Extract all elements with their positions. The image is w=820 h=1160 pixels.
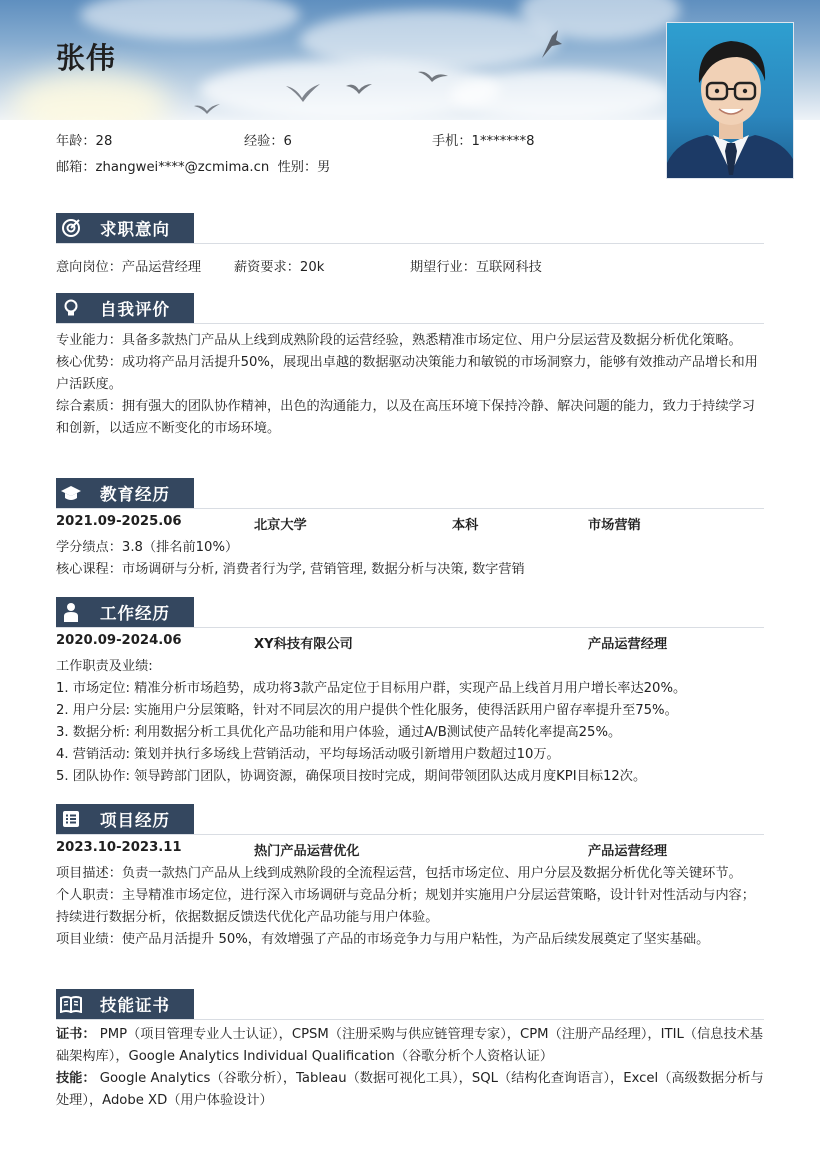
work-item: 4. 营销活动: 策划并执行多场线上营销活动，平均每场活动吸引新增用户数超过10万。 bbox=[56, 747, 560, 762]
project-item: 项目描述：负责一款热门产品从上线到成熟阶段的全流程运营，包括市场定位、用户分层及数据分析优化等关键环节。 bbox=[56, 866, 742, 881]
info-experience: 经验：6 bbox=[244, 134, 292, 149]
section-title: 教育经历 bbox=[100, 485, 170, 504]
work-item: 1. 市场定位: 精准分析市场趋势，成功将3款产品定位于目标用户群，实现产品上线首月用户增长率达20%。 bbox=[56, 681, 687, 696]
info-age: 年龄：28 bbox=[56, 134, 113, 149]
project-row bbox=[56, 840, 764, 862]
education-row bbox=[56, 514, 764, 536]
section-header-work bbox=[56, 597, 194, 627]
work-item: 2. 用户分层: 实施用户分层策略，针对不同层次的用户提供个性化服务，使得活跃用户留存率提升至75%。 bbox=[56, 703, 678, 718]
info-phone: 手机：1*******8 bbox=[432, 134, 535, 149]
self-eval-item: 专业能力：具备多款热门产品从上线到成熟阶段的运营经验，熟悉精准市场定位、用户分层运营及数据分析优化策略。 bbox=[56, 333, 742, 348]
info-email-gender bbox=[56, 156, 330, 175]
intention-salary: 薪资要求：20k bbox=[234, 260, 325, 275]
project-details bbox=[56, 863, 768, 951]
work-intro: 工作职责及业绩: bbox=[56, 659, 153, 674]
bird-icon bbox=[538, 28, 566, 62]
skills-certificates bbox=[56, 1024, 768, 1068]
education-courses: 核心课程：市场调研与分析, 消费者行为学, 营销管理, 数据分析与决策, 数字营销 bbox=[56, 562, 525, 577]
intention-industry: 期望行业：互联网科技 bbox=[410, 260, 542, 275]
target-icon bbox=[56, 213, 86, 243]
self-eval-item: 核心优势：成功将产品月活提升50%，展现出卓越的数据驱动决策能力和敏锐的市场洞察力，能够有效推动产品增长和用户活跃度。 bbox=[56, 355, 758, 392]
person-icon bbox=[56, 597, 86, 627]
section-title: 工作经历 bbox=[100, 604, 170, 623]
education-gpa: 学分绩点：3.8（排名前10%） bbox=[56, 540, 239, 555]
education-details bbox=[56, 537, 768, 581]
section-title: 求职意向 bbox=[100, 220, 170, 239]
cert-label: 证书： bbox=[56, 1027, 96, 1042]
skills-details bbox=[56, 1024, 768, 1112]
work-period: 2020.09-2024.06 bbox=[56, 633, 182, 648]
bird-icon bbox=[286, 84, 320, 104]
education-degree: 本科 bbox=[452, 518, 479, 533]
skill-label: 技能： bbox=[56, 1071, 96, 1086]
project-item: 个人职责：主导精准市场定位，进行深入市场调研与竞品分析；规划并实施用户分层运营策略，设计针对性活动与内容；持续进行数据分析，依据数据反馈迭代优化产品功能与用户体验。 bbox=[56, 888, 755, 925]
education-major: 市场营销 bbox=[588, 518, 641, 533]
work-item: 3. 数据分析: 利用数据分析工具优化产品功能和用户体验，通过A/B测试使产品转化率提高25%。 bbox=[56, 725, 622, 740]
work-item: 5. 团队协作: 领导跨部门团队，协调资源，确保项目按时完成，期间带领团队达成月度KPI目标12次。 bbox=[56, 769, 647, 784]
project-item: 项目业绩：使产品月活提升 50%，有效增强了产品的市场竞争力与用户粘性，为产品后续发展奠定了坚实基础。 bbox=[56, 932, 710, 947]
lightbulb-icon bbox=[56, 293, 86, 323]
section-header-intention bbox=[56, 213, 194, 243]
graduation-cap-icon bbox=[56, 478, 86, 508]
bird-icon bbox=[418, 70, 448, 84]
info-gender: 性别：男 bbox=[277, 160, 331, 175]
section-title: 自我评价 bbox=[100, 300, 170, 319]
project-period: 2023.10-2023.11 bbox=[56, 840, 182, 855]
skills-skills bbox=[56, 1068, 768, 1112]
project-name: 热门产品运营优化 bbox=[254, 844, 360, 859]
self-eval-list bbox=[56, 330, 768, 440]
candidate-name: 张伟 bbox=[56, 41, 117, 75]
work-company: XY科技有限公司 bbox=[254, 637, 353, 652]
section-title: 技能证书 bbox=[100, 996, 170, 1015]
self-eval-item: 综合素质：拥有强大的团队协作精神，出色的沟通能力，以及在高压环境下保持冷静、解决问题的能力，致力于持续学习和创新，以适应不断变化的市场环境。 bbox=[56, 399, 755, 436]
book-icon bbox=[56, 989, 86, 1019]
bird-icon bbox=[346, 82, 372, 96]
section-header-education bbox=[56, 478, 194, 508]
profile-photo bbox=[666, 22, 794, 179]
cert-text: PMP（项目管理专业人士认证），CPSM（注册采购与供应链管理专家），CPM（注册产品经理），ITIL（信息技术基础架构库），Google Analytics Individual Qualification（谷歌分析个人资格认证） bbox=[56, 1027, 763, 1064]
bird-icon bbox=[194, 102, 220, 116]
section-header-skills bbox=[56, 989, 194, 1019]
intention-position: 意向岗位：产品运营经理 bbox=[56, 260, 202, 275]
list-icon bbox=[56, 804, 86, 834]
section-header-project bbox=[56, 804, 194, 834]
work-role: 产品运营经理 bbox=[588, 637, 668, 652]
work-details bbox=[56, 656, 768, 788]
section-title: 项目经历 bbox=[100, 811, 170, 830]
section-header-self-eval bbox=[56, 293, 194, 323]
skill-text: Google Analytics（谷歌分析），Tableau（数据可视化工具），SQL（结构化查询语言），Excel（高级数据分析与处理），Adobe XD（用户体验设计） bbox=[56, 1071, 764, 1108]
education-period: 2021.09-2025.06 bbox=[56, 514, 182, 529]
info-email: 邮箱：zhangwei****@zcmima.cn bbox=[56, 160, 270, 175]
project-role: 产品运营经理 bbox=[588, 844, 668, 859]
education-school: 北京大学 bbox=[254, 518, 307, 533]
work-row bbox=[56, 633, 764, 655]
